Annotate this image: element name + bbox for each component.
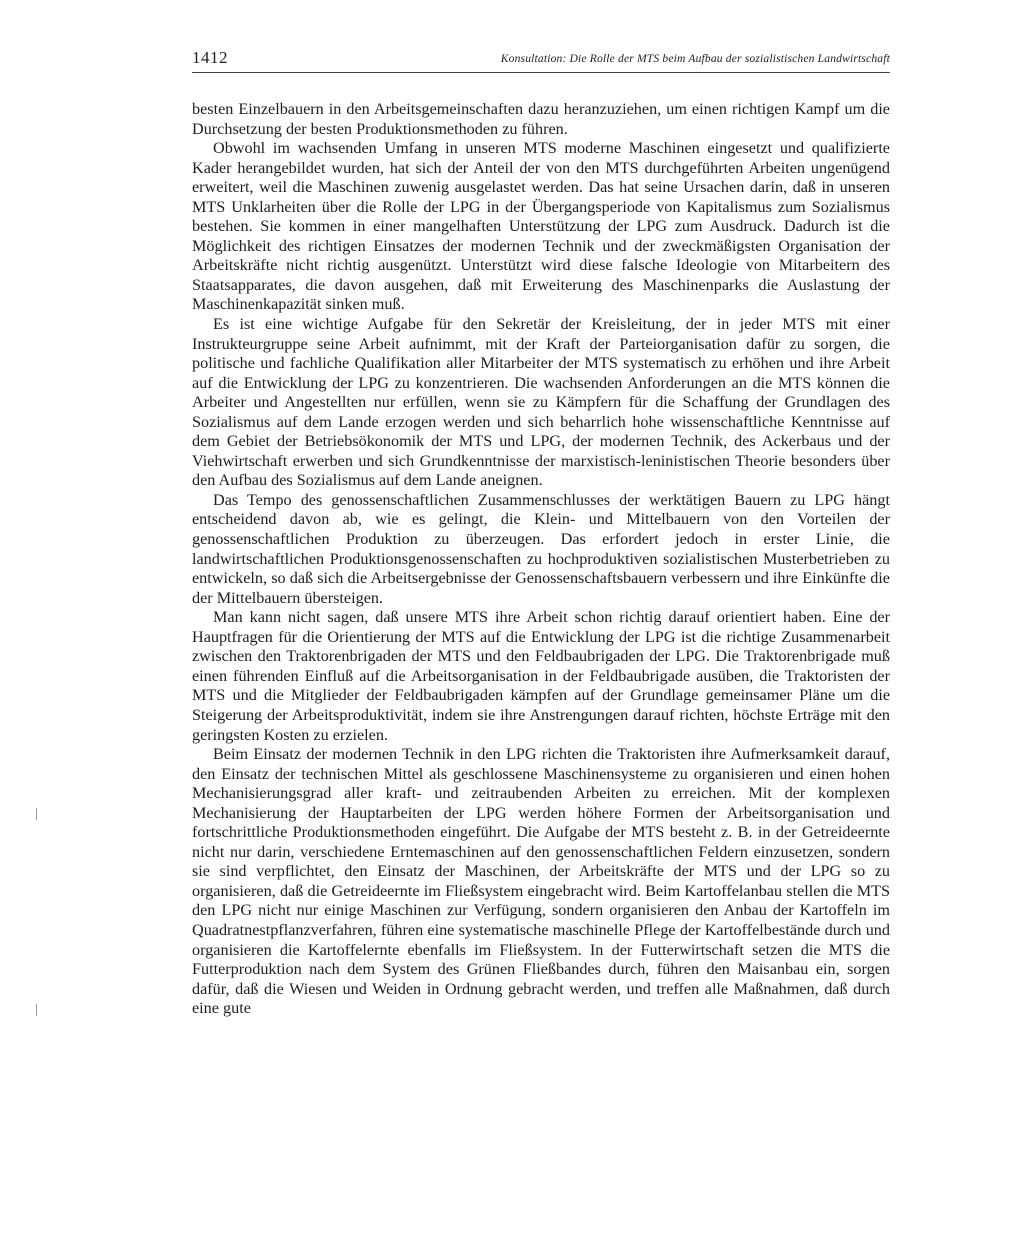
paragraph-5: Man kann nicht sagen, daß unsere MTS ihre Arbeit schon richtig darauf orientiert haben. Eine der Hauptfragen für die Orientierung der MTS auf die Entwicklung der LPG ist die richtige Zusammenarbeit zwischen den Traktorenbrigaden der MTS und den Feldbaubrigaden der LPG. Die Traktorenbrigade muß einen führenden Einfluß auf die Arbeitsorganisation in der Feldbaubrigade ausüben, die Traktoristen der MTS und die Mitglieder der Feldbaubrigaden kämpfen auf der Grundlage gemeinsamer Pläne um die Steigerung der Arbeitsproduktivität, indem sie ihre Anstrengungen darauf richten, höchste Erträge mit den geringsten Kosten zu erzielen.: [192, 608, 890, 744]
paragraph-3: Es ist eine wichtige Aufgabe für den Sekretär der Kreisleitung, der in jeder MTS mit einer Instrukteurgruppe seine Arbeit aufnimmt, mit der Kraft der Parteiorganisation dafür zu sorgen, die politische und fachliche Qualifikation aller Mitarbeiter der MTS systematisch zu erhöhen und ihre Arbeit auf die Entwicklung der LPG zu konzentrieren. Die wachsenden Anforderungen an die MTS können die Arbeiter und Angestellten nur erfüllen, wenn sie zu Kämpfern für die Schaffung der Grundlagen des Sozialismus auf dem Lande erzogen werden und sich beharrlich hohe wissenschaftliche Kenntnisse auf dem Gebiet der Betriebsökonomik der MTS und LPG, der modernen Technik, des Ackerbaus und der Viehwirtschaft erwerben und sich Grundkenntnisse der marxistisch-leninistischen Theorie besonders über den Aufbau des Sozialismus auf dem Lande aneignen.: [192, 315, 890, 490]
body-text: [192, 100, 890, 1019]
paragraph-1: besten Einzelbauern in den Arbeitsgemeinschaften dazu heranzuziehen, um einen richtigen Kampf um die Durchsetzung der besten Produktionsmethoden zu führen.: [192, 100, 890, 138]
margin-mark: [36, 1004, 37, 1016]
paragraph-4: Das Tempo des genossenschaftlichen Zusammenschlusses der werktätigen Bauern zu LPG hängt entscheidend davon ab, wie es gelingt, die Klein- und Mittelbauern von den Vorteilen der genossenschaftlichen Produktion zu überzeugen. Das erfordert jedoch in erster Linie, die landwirtschaftlichen Produktionsgenossenschaften zu hochproduktiven sozialistischen Musterbetrieben zu entwickeln, so daß sich die Arbeitsergebnisse der Genossenschaftsbauern verbessern und ihre Einkünfte die der Mittelbauern übersteigen.: [192, 490, 890, 607]
paragraph-6: Beim Einsatz der modernen Technik in den LPG richten die Traktoristen ihre Aufmerksamkeit darauf, den Einsatz der technischen Mittel als geschlossene Maschinensysteme zu organisieren und einen hohen Mechanisierungsgrad aller kraft- und zeitraubenden Arbeiten zu erreichen. Mit der komplexen Mechanisierung der Hauptarbeiten der LPG werden höhere Formen der Arbeitsorganisation und fortschrittliche Produktionsmethoden eingeführt. Die Aufgabe der MTS besteht z. B. in der Getreideernte nicht nur darin, verschiedene Erntemaschinen auf den genossenschaftlichen Feldern einzusetzen, sondern sie sind verpflichtet, den Einsatz der Maschinen, der Arbeitskräfte der MTS und der LPG so zu organisieren, daß die Getreideernte im Fließsystem eingebracht wird. Beim Kartoffelanbau stellen die MTS den LPG nicht nur einige Maschinen zur Verfügung, sondern organisieren den Anbau der Kartoffeln im Quadratnestpflanzverfahren, führen eine systematische maschinelle Pflege der Kartoffelbestände durch und organisieren die Kartoffelernte ebenfalls im Fließsystem. In der Futterwirtschaft setzen die MTS die Futterproduktion nach dem System des Grünen Fließbandes durch, führen den Maisanbau ein, sorgen dafür, daß die Wiesen und Weiden in Ordnung gebracht werden, und treffen alle Maßnahmen, daß durch eine gute: [192, 745, 890, 1018]
page-number: 1412: [192, 48, 228, 67]
running-title: Konsultation: Die Rolle der MTS beim Aufbau der sozialistischen Landwirtschaft: [500, 52, 890, 65]
margin-mark: [36, 808, 37, 820]
paragraph-2: Obwohl im wachsenden Umfang in unseren MTS moderne Maschinen eingesetzt und qualifizierte Kader herangebildet wurden, hat sich der Anteil der von den MTS durchgeführten Arbeiten ungenügend erweitert, weil die Maschinen zuwenig ausgelastet werden. Das hat seine Ursachen darin, daß in unseren MTS Unklarheiten über die Rolle der LPG in der Übergangsperiode von Kapitalismus zum Sozialismus bestehen. Sie kommen in einer mangelhaften Unterstützung der LPG zum Ausdruck. Dadurch ist die Möglichkeit des richtigen Einsatzes der modernen Technik und der zweckmäßigsten Organisation der Arbeitskräfte nicht richtig ausgenützt. Unterstützt wird diese falsche Ideologie von Mitarbeitern des Staatsapparates, die davon ausgehen, daß mit Erweiterung des Maschinenparks die Auslastung der Maschinenkapazität sinken muß.: [192, 139, 890, 314]
page-header: [192, 48, 890, 73]
